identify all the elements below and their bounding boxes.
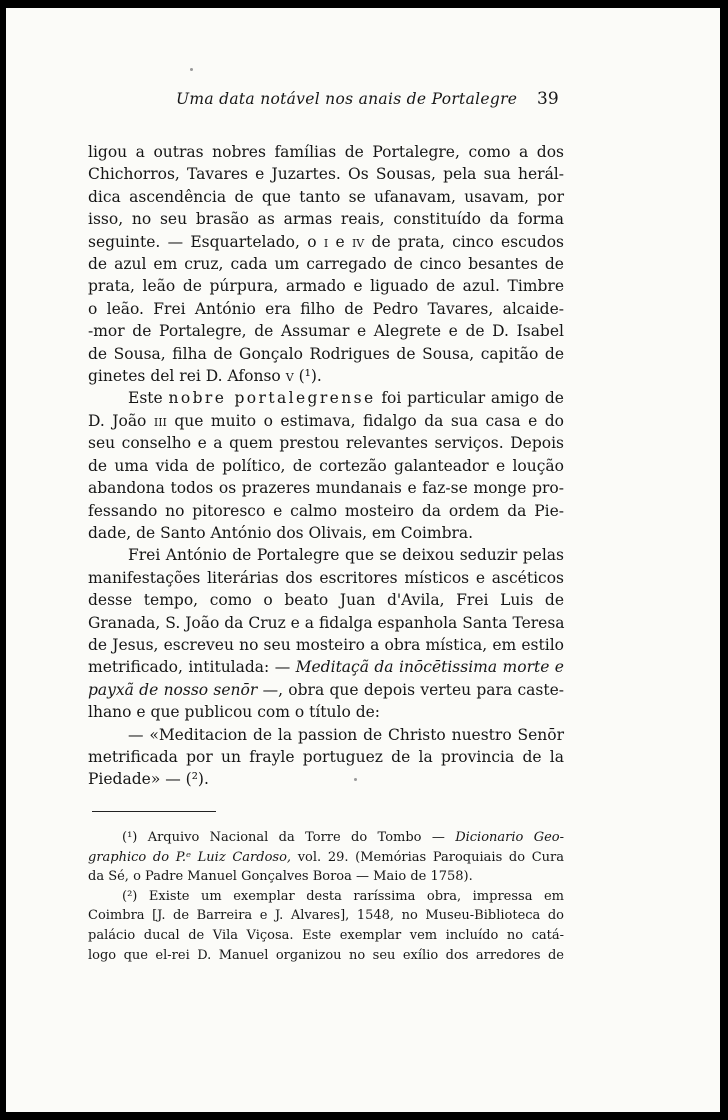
footnote-line [88,828,564,848]
text-fragment: —, obra que depois verteu para caste- [262,680,564,699]
paper-speck [354,778,357,781]
paragraph-4 [88,724,564,791]
footnote-line: palácio ducal de Vila Viçosa. Este exemplar vem incluído no catá- [88,927,564,943]
source-title-italic: graphico do P.ᵉ Luiz Cardoso, [88,849,292,865]
text-line: desse tempo, como o beato Juan d'Avila, Frei Luis de [88,591,564,610]
footnote-line: (²) Existe um exemplar desta raríssima obra, impressa em [122,888,564,904]
roman-numeral: v [285,367,294,386]
text-line: de Sousa, filha de Gonçalo Rodrigues de Sousa, capitão de [88,344,564,363]
footnote-line: da Sé, o Padre Manuel Gonçalves Boroa — Maio de 1758). [88,869,473,885]
text-line: isso, no seu brasão as armas reais, constituído da forma [88,210,564,229]
text-line: de uma vida de político, de cortezão galanteador e loução [88,456,564,475]
text-line: Chichorros, Tavares e Juzartes. Os Sousas, pela sua herál- [88,165,564,184]
footnote-line: logo que el-rei D. Manuel organizou no seu exílio dos arredores de [88,947,564,963]
text-line: de Jesus, escreveu no seu mosteiro a obra mística, em estilo [88,635,564,654]
main-text [88,141,564,791]
text-line [88,679,564,701]
spaced-emphasis: nobre portalegrense [168,389,376,408]
text-line: dade, de Santo António dos Olivais, em Coimbra. [88,523,474,542]
source-title-italic: Dicionario Geo- [455,830,564,845]
text-line: manifestações literárias dos escritores místicos e ascéticos [88,568,564,587]
text-fragment: que muito o estimava, fidalgo da sua casa e do [174,411,564,430]
text-line: metrificada por un frayle portuguez de la provincia de la [88,747,564,766]
text-line: fessando no pitoresco e calmo mosteiro da ordem da Pie- [88,501,564,520]
roman-numeral: iii [153,411,167,430]
text-line: -mor de Portalegre, de Assumar e Alegrete e de D. Isabel [88,322,564,341]
text-fragment: (¹) Arquivo Nacional da Torre do Tombo — [122,830,445,845]
text-fragment: D. João [88,411,147,430]
page-number: 39 [537,89,559,109]
footnotes [88,828,564,965]
text-line: abandona todos os prazeres mundanais e faz-se monge pro- [88,479,564,498]
text-fragment: metrificado, intitulada: — [88,658,291,677]
paragraph-2 [88,387,564,544]
footnote-ref: (¹). [298,367,322,386]
text-line: seu conselho e a quem prestou relevantes serviços. Depois [88,434,564,453]
text-line: — «Meditacion de la passion de Christo nuestro Senōr [128,725,564,744]
text-line: dica ascendência de que tanto se ufanavam, usavam, por [88,187,564,206]
footnote-1 [88,828,564,887]
text-fragment: seguinte. — Esquartelado, o [88,232,317,251]
text-line: de azul em cruz, cada um carregado de cinco besantes de [88,255,564,274]
text-line: lhano e que publicou com o título de: [88,703,381,722]
footnote-line: Coimbra [J. de Barreira e J. Alvares], 1548, no Museu-Biblioteca do [88,908,564,924]
paper-speck [190,68,193,71]
text-line: Frei António de Portalegre que se deixou seduzir pelas [128,546,564,565]
footnote-divider [92,811,216,812]
text-fragment: ginetes del rei D. Afonso [88,367,281,386]
text-line: o leão. Frei António era filho de Pedro Tavares, alcaide- [88,299,564,318]
text-line [88,410,564,432]
roman-numeral: i [323,232,329,251]
book-title-italic: Meditaçã da inōcētissima morte e [295,658,564,677]
text-line [88,231,564,253]
text-fragment: e [335,232,345,251]
text-line: ligou a outras nobres famílias de Portalegre, como a dos [88,143,564,161]
running-header [6,90,720,114]
text-fragment: foi particular amigo de [381,389,564,408]
footnote-2 [88,887,564,965]
running-title: Uma data notável nos anais de Portalegre [176,90,518,108]
footnote-line [88,848,564,868]
text-fragment: de prata, cinco escudos [371,232,565,251]
roman-numeral: iv [351,232,365,251]
paragraph-3 [88,544,564,723]
text-fragment: Este [128,389,163,408]
text-line [88,656,564,678]
book-page [6,8,720,1112]
text-line [88,365,564,387]
text-line: Piedade» — (²). [88,770,209,789]
paragraph-1 [88,141,564,387]
text-fragment: vol. 29. (Memórias Paroquiais do Cura [297,849,564,865]
text-line: Granada, S. João da Cruz e a fidalga espanhola Santa Teresa [88,613,565,632]
text-line: prata, leão de púrpura, armado e liguado de azul. Timbre [88,277,564,296]
text-line [88,387,564,409]
book-title-italic: payxã de nosso senōr [88,680,258,699]
